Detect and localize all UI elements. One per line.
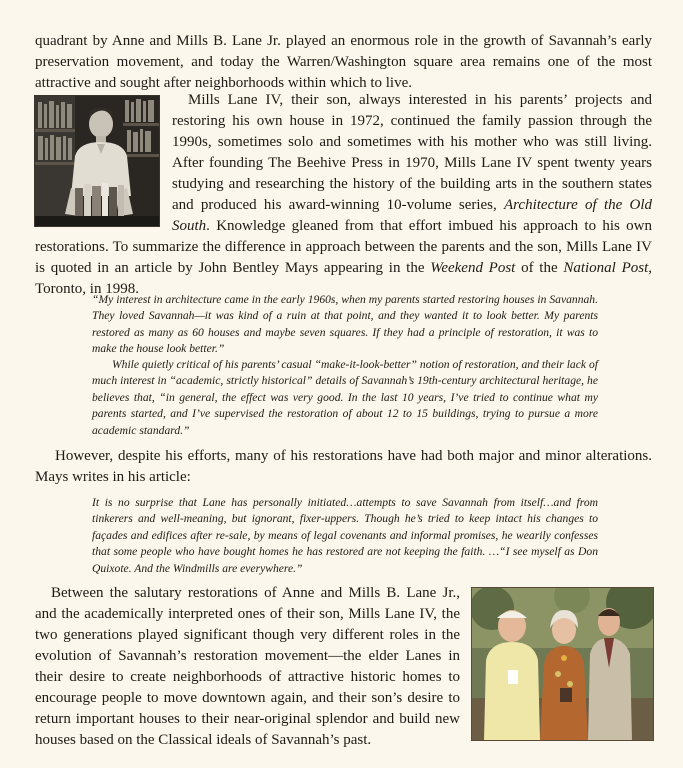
paragraph-conclusion	[35, 583, 652, 751]
paragraph-intro: quadrant by Anne and Mills B. Lane Jr. played an enormous role in the growth of Savannah’s early preservation movement, and today the Warren/Washington square area remains one of the most attractive and sought after neighborhoods within which to live.	[35, 33, 652, 91]
blockquote-lane-part2: While quietly critical of his parents’ casual “make-it-look-better” notion of restoration, and their lack of much interest in “academic, strictly historical” details of Savannah’s 19th-century architectural heritage, he believes that, “in general, the effect was very good. In the last 10 years, I’ve tried to continue what my parents started, and I’ve supervised the restoration of about 12 to 15 buildings, trying to pursue a more academic standard.”	[92, 358, 598, 437]
newspaper-national-post: National Post	[563, 260, 649, 276]
newspaper-weekend-post: Weekend Post	[430, 260, 516, 276]
paragraph-mills-lane-iv	[35, 90, 652, 300]
photo-wrap-spacer-right	[460, 583, 652, 741]
blockquote-mays: It is no surprise that Lane has personally initiated…attempts to save Savannah from itself…and from tinkerers and well-meaning, but ignorant, fixer-uppers. Though he’s tried to keep intact his changes to façades and edifices after re-sale, by means of legal covenants and informal promises, he wearily confesses that some people who have bought homes he has restored are not keeping the faith. …“I see myself as Don Quixote. And the Windmills are everywhere.”	[92, 496, 598, 575]
p4-text: Between the salutary restorations of Anne and Mills B. Lane Jr., and the academically interpreted ones of their son, Mills Lane IV, the two generations played significant though very different roles in the evolution of Savannah’s restoration movement—the elder Lanes in their desire to create neighborhoods of attractive historic homes to encourage people to move downtown again, and their son’s desire to return important houses to their near-original splendor and build new houses based on the Classical ideals of Savannah’s past.	[35, 585, 460, 748]
photo-wrap-spacer	[35, 90, 172, 235]
p2-text-b: . Knowledge gleaned from that effort imbued his approach to his own restorations. To summarize the difference in approach between the parents and the son, Mills Lane IV is quoted in an article by John Bentley Mays appearing in the	[35, 218, 652, 276]
p2-text-d: , Toronto, in 1998.	[35, 260, 652, 297]
paragraph-however: However, despite his efforts, many of his restorations have had both major and minor alterations. Mays writes in his article:	[35, 448, 652, 485]
p2-text-c: of the	[515, 260, 564, 276]
book-title: Architecture of the Old South	[172, 197, 652, 234]
p2-text-a: Mills Lane IV, their son, always interested in his parents’ projects and restoring his own house in 1972, continued the family passion through the 1990s, sometimes solo and sometimes with his mother who was still living. After founding The Beehive Press in 1970, Mills Lane IV spent twenty years studying and researching the history of the building arts in the southern states and produced his award-winning 10-volume series,	[172, 92, 652, 213]
blockquote-lane-part1: “My interest in architecture came in the early 1960s, when my parents started restoring houses in Savannah. They loved Savannah—it was kind of a ruin at that point, and they wanted it to look better. My parents restored as many as 60 houses and maybe seven squares. If they had a principle of restoration, it was to make the house look better.”	[92, 293, 598, 356]
